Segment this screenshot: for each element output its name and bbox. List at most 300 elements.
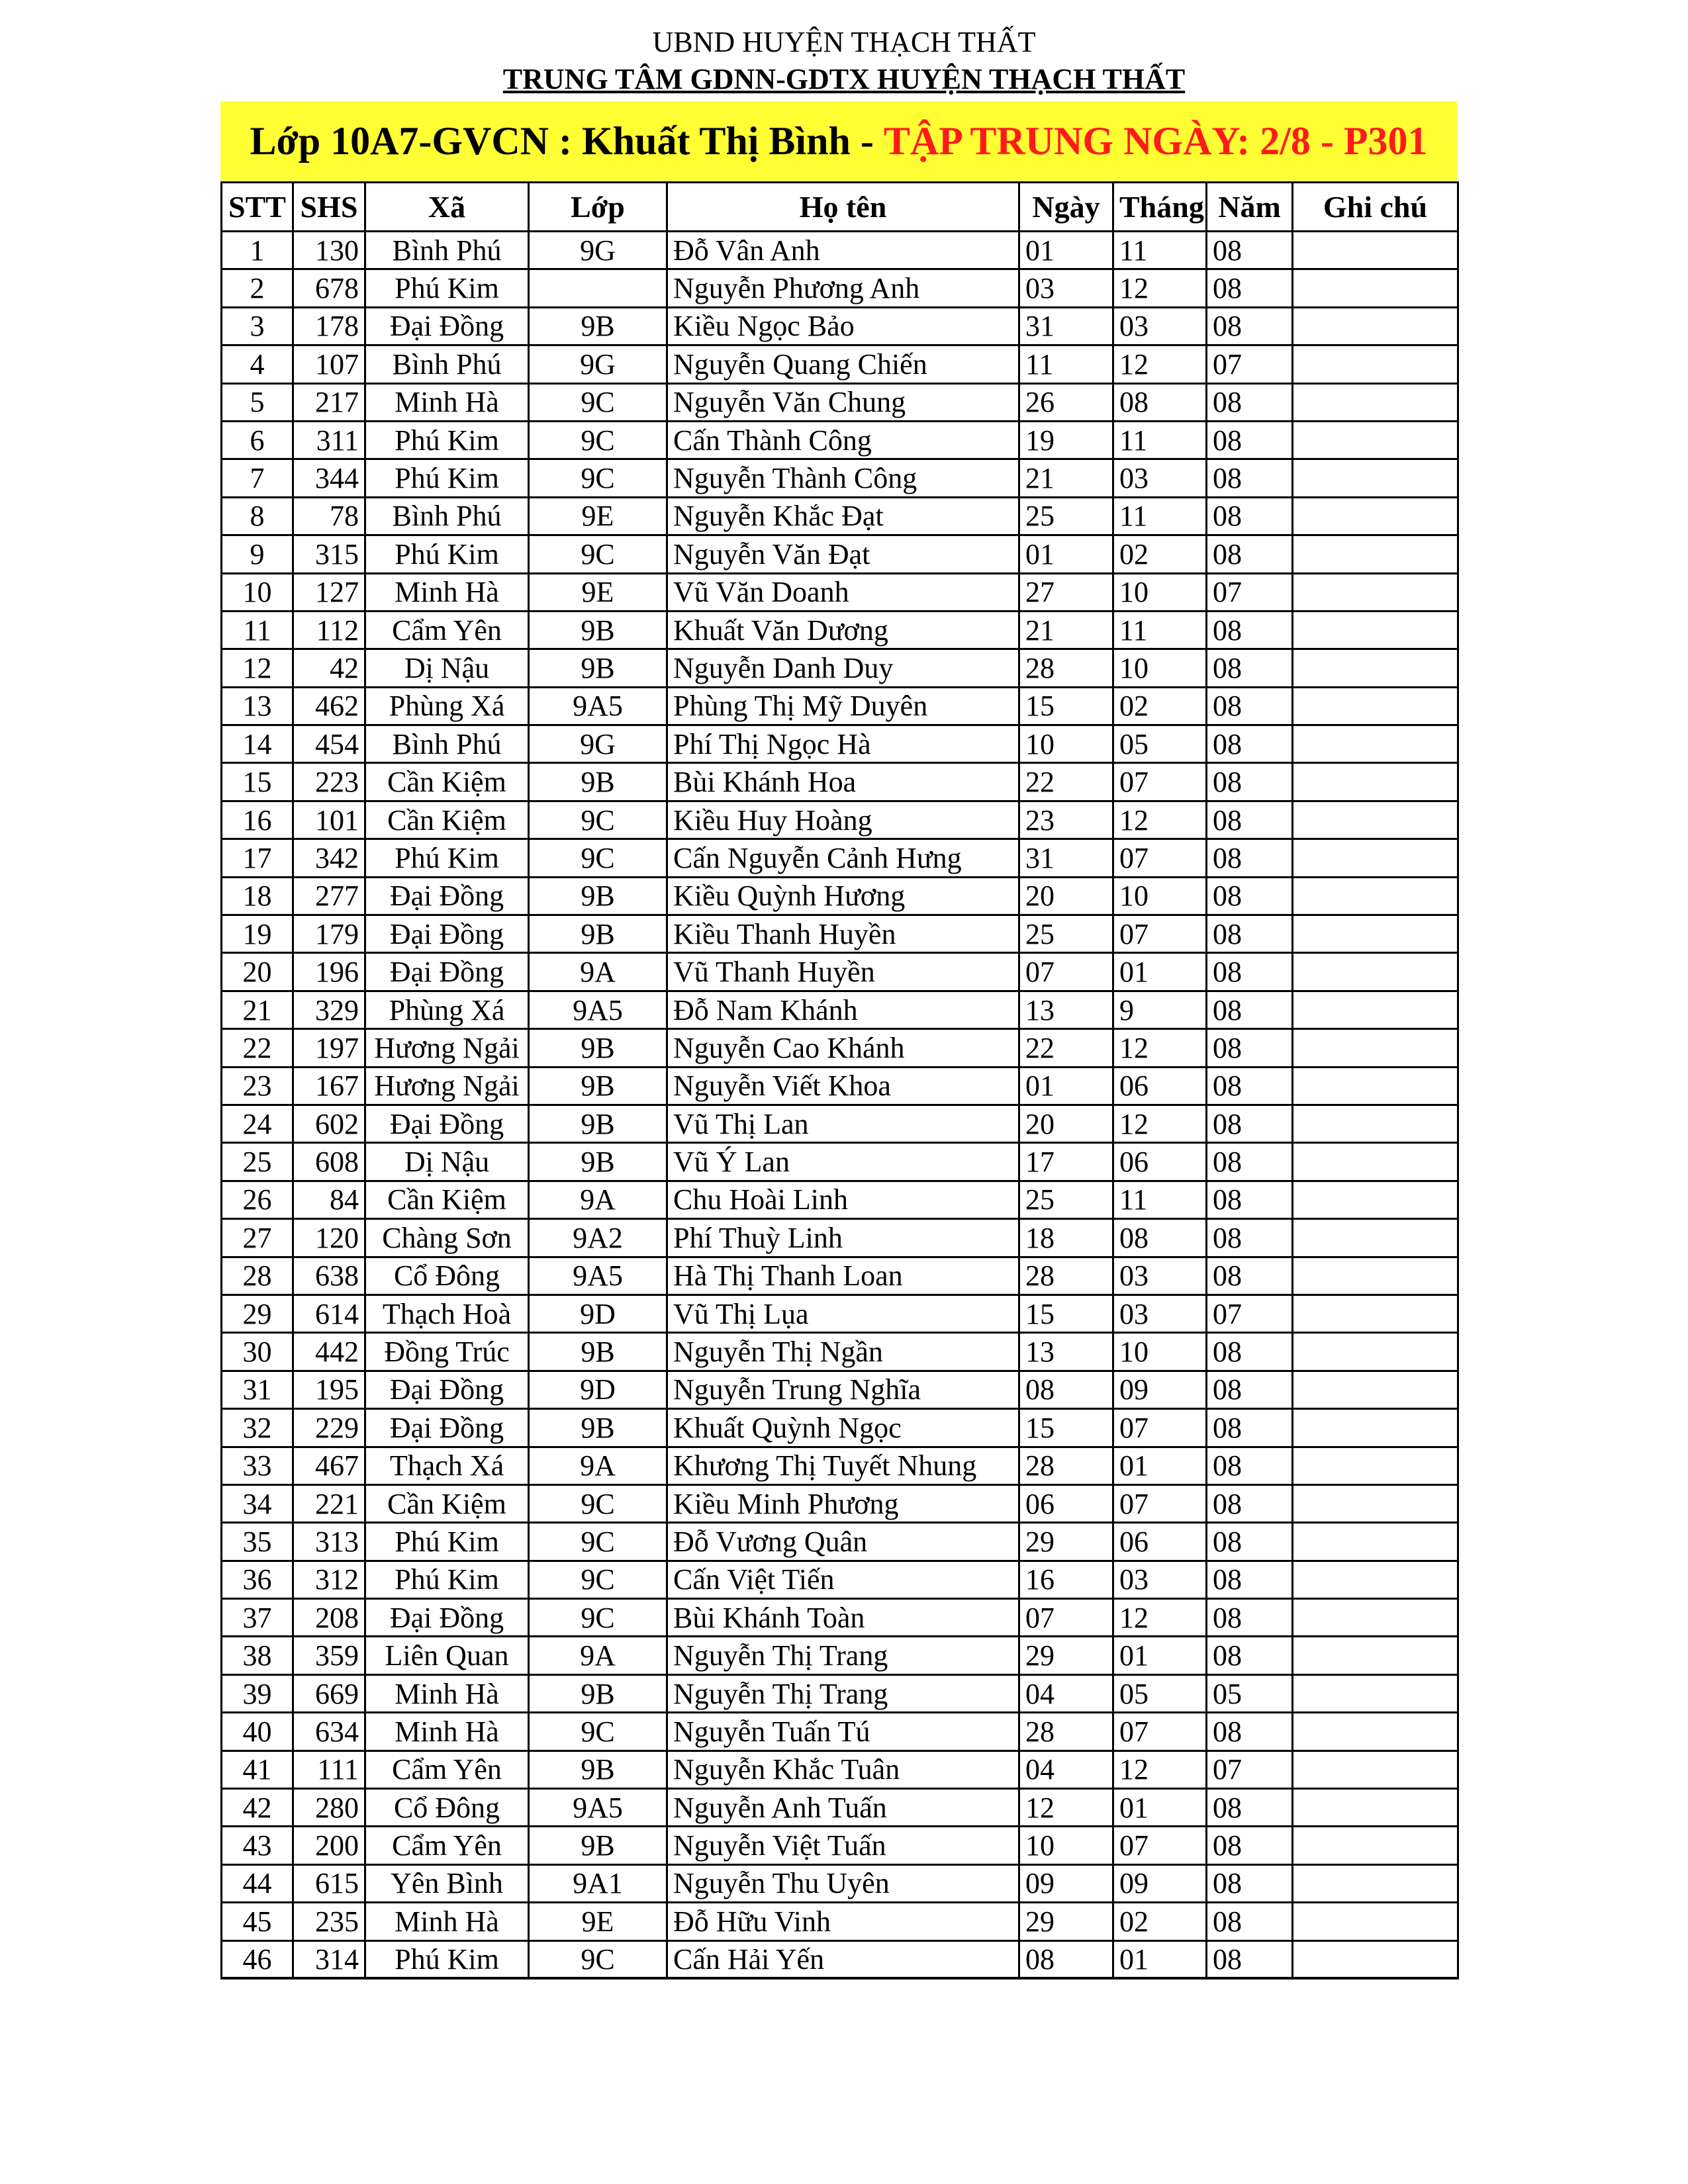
cell-thang: 02 bbox=[1113, 1903, 1207, 1940]
table-row bbox=[222, 573, 1458, 611]
cell-thang: 01 bbox=[1113, 1637, 1207, 1674]
cell-ho-ten: Nguyễn Cao Khánh bbox=[667, 1029, 1019, 1067]
cell-stt: 29 bbox=[222, 1295, 293, 1332]
cell-ho-ten: Nguyễn Quang Chiến bbox=[667, 345, 1019, 383]
cell-lop: 9E bbox=[529, 1903, 667, 1940]
cell-shs: 634 bbox=[293, 1713, 365, 1751]
cell-ho-ten: Cấn Hải Yến bbox=[667, 1940, 1019, 1978]
cell-nam: 08 bbox=[1207, 421, 1293, 459]
cell-ngay: 21 bbox=[1019, 611, 1113, 649]
cell-nam: 08 bbox=[1207, 1219, 1293, 1257]
cell-nam: 08 bbox=[1207, 1599, 1293, 1637]
cell-stt: 45 bbox=[222, 1903, 293, 1940]
cell-lop: 9A5 bbox=[529, 1789, 667, 1827]
cell-thang: 02 bbox=[1113, 687, 1207, 725]
table-row bbox=[222, 1333, 1458, 1371]
table-row bbox=[222, 1789, 1458, 1827]
cell-shs: 608 bbox=[293, 1143, 365, 1181]
cell-ghi-chu bbox=[1293, 1713, 1458, 1751]
cell-xa: Phú Kim bbox=[365, 421, 529, 459]
table-row bbox=[222, 421, 1458, 459]
cell-thang: 01 bbox=[1113, 1940, 1207, 1978]
cell-ngay: 25 bbox=[1019, 497, 1113, 535]
table-row bbox=[222, 383, 1458, 421]
cell-ghi-chu bbox=[1293, 1219, 1458, 1257]
cell-stt: 28 bbox=[222, 1257, 293, 1295]
cell-stt: 25 bbox=[222, 1143, 293, 1181]
cell-ghi-chu bbox=[1293, 573, 1458, 611]
cell-ngay: 18 bbox=[1019, 1219, 1113, 1257]
cell-nam: 05 bbox=[1207, 1674, 1293, 1712]
cell-thang: 05 bbox=[1113, 725, 1207, 763]
cell-ho-ten: Nguyễn Việt Tuấn bbox=[667, 1827, 1019, 1864]
cell-thang: 09 bbox=[1113, 1371, 1207, 1408]
cell-lop: 9C bbox=[529, 1599, 667, 1637]
cell-ngay: 28 bbox=[1019, 1447, 1113, 1484]
cell-shs: 615 bbox=[293, 1864, 365, 1902]
col-header-xa: Xã bbox=[365, 183, 529, 232]
cell-xa: Dị Nậu bbox=[365, 1143, 529, 1181]
cell-lop: 9G bbox=[529, 345, 667, 383]
cell-stt: 36 bbox=[222, 1561, 293, 1598]
cell-stt: 13 bbox=[222, 687, 293, 725]
cell-lop bbox=[529, 269, 667, 307]
cell-lop: 9G bbox=[529, 725, 667, 763]
cell-thang: 11 bbox=[1113, 232, 1207, 269]
cell-ho-ten: Bùi Khánh Toàn bbox=[667, 1599, 1019, 1637]
cell-nam: 08 bbox=[1207, 307, 1293, 345]
cell-nam: 08 bbox=[1207, 1864, 1293, 1902]
cell-xa: Đại Đồng bbox=[365, 1409, 529, 1447]
cell-shs: 467 bbox=[293, 1447, 365, 1484]
cell-lop: 9E bbox=[529, 497, 667, 535]
table-row bbox=[222, 725, 1458, 763]
table-row bbox=[222, 307, 1458, 345]
cell-shs: 179 bbox=[293, 915, 365, 953]
cell-lop: 9C bbox=[529, 1561, 667, 1598]
cell-thang: 01 bbox=[1113, 1789, 1207, 1827]
cell-ho-ten: Khương Thị Tuyết Nhung bbox=[667, 1447, 1019, 1484]
cell-nam: 08 bbox=[1207, 459, 1293, 497]
cell-lop: 9A bbox=[529, 953, 667, 991]
cell-ho-ten: Hà Thị Thanh Loan bbox=[667, 1257, 1019, 1295]
cell-xa: Cẩm Yên bbox=[365, 611, 529, 649]
table-row bbox=[222, 877, 1458, 915]
cell-ghi-chu bbox=[1293, 1561, 1458, 1598]
cell-nam: 08 bbox=[1207, 269, 1293, 307]
cell-shs: 167 bbox=[293, 1067, 365, 1105]
cell-ghi-chu bbox=[1293, 1637, 1458, 1674]
cell-stt: 9 bbox=[222, 535, 293, 573]
cell-xa: Phú Kim bbox=[365, 1523, 529, 1561]
cell-lop: 9C bbox=[529, 1484, 667, 1522]
cell-ghi-chu bbox=[1293, 1940, 1458, 1978]
cell-stt: 5 bbox=[222, 383, 293, 421]
cell-ho-ten: Kiều Minh Phương bbox=[667, 1484, 1019, 1522]
cell-shs: 344 bbox=[293, 459, 365, 497]
cell-shs: 329 bbox=[293, 991, 365, 1028]
cell-lop: 9B bbox=[529, 1333, 667, 1371]
cell-ho-ten: Đỗ Vân Anh bbox=[667, 232, 1019, 269]
table-row bbox=[222, 1713, 1458, 1751]
cell-ngay: 31 bbox=[1019, 839, 1113, 877]
cell-xa: Phú Kim bbox=[365, 1940, 529, 1978]
cell-ngay: 08 bbox=[1019, 1940, 1113, 1978]
cell-shs: 602 bbox=[293, 1105, 365, 1142]
cell-xa: Cần Kiệm bbox=[365, 763, 529, 801]
cell-thang: 11 bbox=[1113, 421, 1207, 459]
cell-lop: 9B bbox=[529, 1409, 667, 1447]
cell-xa: Liên Quan bbox=[365, 1637, 529, 1674]
cell-ngay: 09 bbox=[1019, 1864, 1113, 1902]
cell-lop: 9B bbox=[529, 1751, 667, 1788]
cell-thang: 07 bbox=[1113, 839, 1207, 877]
cell-xa: Minh Hà bbox=[365, 383, 529, 421]
cell-ngay: 26 bbox=[1019, 383, 1113, 421]
cell-ghi-chu bbox=[1293, 421, 1458, 459]
cell-ho-ten: Vũ Văn Doanh bbox=[667, 573, 1019, 611]
cell-ghi-chu bbox=[1293, 1484, 1458, 1522]
cell-ghi-chu bbox=[1293, 345, 1458, 383]
cell-ghi-chu bbox=[1293, 915, 1458, 953]
cell-lop: 9A bbox=[529, 1447, 667, 1484]
col-header-ghi-chu: Ghi chú bbox=[1293, 183, 1458, 232]
cell-xa: Cần Kiệm bbox=[365, 1181, 529, 1218]
cell-ho-ten: Cấn Thành Công bbox=[667, 421, 1019, 459]
cell-shs: 277 bbox=[293, 877, 365, 915]
cell-ho-ten: Nguyễn Tuấn Tú bbox=[667, 1713, 1019, 1751]
cell-ho-ten: Vũ Thanh Huyền bbox=[667, 953, 1019, 991]
table-row bbox=[222, 649, 1458, 687]
cell-ngay: 25 bbox=[1019, 915, 1113, 953]
cell-xa: Đại Đồng bbox=[365, 1105, 529, 1142]
cell-nam: 08 bbox=[1207, 725, 1293, 763]
cell-thang: 01 bbox=[1113, 1447, 1207, 1484]
cell-thang: 12 bbox=[1113, 1105, 1207, 1142]
cell-thang: 9 bbox=[1113, 991, 1207, 1028]
cell-thang: 06 bbox=[1113, 1523, 1207, 1561]
cell-ho-ten: Nguyễn Thị Ngần bbox=[667, 1333, 1019, 1371]
cell-shs: 101 bbox=[293, 801, 365, 839]
col-header-stt: STT bbox=[222, 183, 293, 232]
cell-lop: 9C bbox=[529, 1713, 667, 1751]
cell-stt: 39 bbox=[222, 1674, 293, 1712]
cell-lop: 9C bbox=[529, 801, 667, 839]
cell-stt: 31 bbox=[222, 1371, 293, 1408]
cell-lop: 9C bbox=[529, 459, 667, 497]
cell-xa: Thạch Xá bbox=[365, 1447, 529, 1484]
header-center-name-text: TRUNG TÂM GDNN-GDTX HUYỆN THẠCH THẤT bbox=[502, 63, 1186, 95]
cell-ngay: 28 bbox=[1019, 649, 1113, 687]
cell-nam: 08 bbox=[1207, 801, 1293, 839]
cell-shs: 208 bbox=[293, 1599, 365, 1637]
cell-thang: 06 bbox=[1113, 1143, 1207, 1181]
cell-ghi-chu bbox=[1293, 725, 1458, 763]
cell-shs: 223 bbox=[293, 763, 365, 801]
cell-stt: 22 bbox=[222, 1029, 293, 1067]
cell-stt: 37 bbox=[222, 1599, 293, 1637]
cell-nam: 08 bbox=[1207, 1484, 1293, 1522]
cell-shs: 638 bbox=[293, 1257, 365, 1295]
cell-shs: 127 bbox=[293, 573, 365, 611]
table-row bbox=[222, 1827, 1458, 1864]
cell-ho-ten: Nguyễn Thành Công bbox=[667, 459, 1019, 497]
cell-xa: Đại Đồng bbox=[365, 307, 529, 345]
cell-nam: 08 bbox=[1207, 1713, 1293, 1751]
table-row bbox=[222, 953, 1458, 991]
cell-xa: Thạch Hoà bbox=[365, 1295, 529, 1332]
table-row bbox=[222, 1751, 1458, 1788]
cell-ho-ten: Nguyễn Anh Tuấn bbox=[667, 1789, 1019, 1827]
cell-thang: 11 bbox=[1113, 497, 1207, 535]
cell-nam: 08 bbox=[1207, 1637, 1293, 1674]
cell-ho-ten: Cấn Nguyễn Cảnh Hưng bbox=[667, 839, 1019, 877]
cell-stt: 7 bbox=[222, 459, 293, 497]
cell-lop: 9B bbox=[529, 307, 667, 345]
cell-xa: Cần Kiệm bbox=[365, 1484, 529, 1522]
cell-ngay: 01 bbox=[1019, 1067, 1113, 1105]
cell-nam: 08 bbox=[1207, 1409, 1293, 1447]
cell-xa: Cổ Đông bbox=[365, 1789, 529, 1827]
cell-lop: 9B bbox=[529, 611, 667, 649]
cell-thang: 10 bbox=[1113, 1333, 1207, 1371]
cell-lop: 9C bbox=[529, 839, 667, 877]
cell-shs: 311 bbox=[293, 421, 365, 459]
cell-ghi-chu bbox=[1293, 1257, 1458, 1295]
cell-stt: 8 bbox=[222, 497, 293, 535]
cell-thang: 07 bbox=[1113, 1484, 1207, 1522]
cell-lop: 9A1 bbox=[529, 1864, 667, 1902]
cell-stt: 33 bbox=[222, 1447, 293, 1484]
cell-ho-ten: Đỗ Vương Quân bbox=[667, 1523, 1019, 1561]
cell-ngay: 13 bbox=[1019, 1333, 1113, 1371]
cell-thang: 09 bbox=[1113, 1864, 1207, 1902]
cell-ho-ten: Cấn Việt Tiến bbox=[667, 1561, 1019, 1598]
cell-stt: 6 bbox=[222, 421, 293, 459]
table-row bbox=[222, 1523, 1458, 1561]
cell-xa: Đại Đồng bbox=[365, 1371, 529, 1408]
cell-ghi-chu bbox=[1293, 1864, 1458, 1902]
cell-lop: 9D bbox=[529, 1371, 667, 1408]
col-header-ho-ten: Họ tên bbox=[667, 183, 1019, 232]
cell-thang: 10 bbox=[1113, 573, 1207, 611]
cell-xa: Cẩm Yên bbox=[365, 1827, 529, 1864]
cell-ngay: 17 bbox=[1019, 1143, 1113, 1181]
cell-ho-ten: Vũ Ý Lan bbox=[667, 1143, 1019, 1181]
cell-thang: 07 bbox=[1113, 915, 1207, 953]
cell-xa: Cổ Đông bbox=[365, 1257, 529, 1295]
cell-stt: 35 bbox=[222, 1523, 293, 1561]
cell-ghi-chu bbox=[1293, 953, 1458, 991]
cell-ghi-chu bbox=[1293, 1903, 1458, 1940]
table-row bbox=[222, 1029, 1458, 1067]
cell-xa: Đại Đồng bbox=[365, 915, 529, 953]
cell-thang: 03 bbox=[1113, 1257, 1207, 1295]
cell-stt: 30 bbox=[222, 1333, 293, 1371]
cell-thang: 07 bbox=[1113, 763, 1207, 801]
cell-ghi-chu bbox=[1293, 232, 1458, 269]
cell-shs: 112 bbox=[293, 611, 365, 649]
table-row bbox=[222, 269, 1458, 307]
cell-nam: 08 bbox=[1207, 1789, 1293, 1827]
cell-ngay: 29 bbox=[1019, 1903, 1113, 1940]
cell-thang: 02 bbox=[1113, 535, 1207, 573]
cell-ghi-chu bbox=[1293, 1181, 1458, 1218]
cell-nam: 08 bbox=[1207, 383, 1293, 421]
header-authority: UBND HUYỆN THẠCH THẤT bbox=[652, 26, 1036, 58]
cell-nam: 08 bbox=[1207, 877, 1293, 915]
cell-ghi-chu bbox=[1293, 307, 1458, 345]
cell-nam: 08 bbox=[1207, 611, 1293, 649]
cell-stt: 2 bbox=[222, 269, 293, 307]
table-row bbox=[222, 1067, 1458, 1105]
cell-stt: 11 bbox=[222, 611, 293, 649]
cell-ho-ten: Phí Thị Ngọc Hà bbox=[667, 725, 1019, 763]
cell-ghi-chu bbox=[1293, 383, 1458, 421]
cell-thang: 12 bbox=[1113, 345, 1207, 383]
cell-ghi-chu bbox=[1293, 1295, 1458, 1332]
cell-lop: 9A5 bbox=[529, 991, 667, 1028]
table-row bbox=[222, 1257, 1458, 1295]
cell-nam: 08 bbox=[1207, 1105, 1293, 1142]
cell-ho-ten: Vũ Thị Lụa bbox=[667, 1295, 1019, 1332]
cell-ngay: 28 bbox=[1019, 1257, 1113, 1295]
cell-shs: 111 bbox=[293, 1751, 365, 1788]
cell-thang: 03 bbox=[1113, 307, 1207, 345]
cell-ho-ten: Nguyễn Trung Nghĩa bbox=[667, 1371, 1019, 1408]
cell-ghi-chu bbox=[1293, 1751, 1458, 1788]
cell-stt: 34 bbox=[222, 1484, 293, 1522]
cell-shs: 315 bbox=[293, 535, 365, 573]
cell-nam: 08 bbox=[1207, 1447, 1293, 1484]
cell-stt: 12 bbox=[222, 649, 293, 687]
cell-shs: 454 bbox=[293, 725, 365, 763]
cell-stt: 27 bbox=[222, 1219, 293, 1257]
cell-lop: 9A5 bbox=[529, 1257, 667, 1295]
cell-nam: 08 bbox=[1207, 1143, 1293, 1181]
cell-nam: 08 bbox=[1207, 1029, 1293, 1067]
col-header-lop: Lớp bbox=[529, 183, 667, 232]
table-row bbox=[222, 1295, 1458, 1332]
cell-xa: Minh Hà bbox=[365, 1713, 529, 1751]
cell-xa: Dị Nậu bbox=[365, 649, 529, 687]
cell-thang: 07 bbox=[1113, 1713, 1207, 1751]
table-row bbox=[222, 232, 1458, 269]
table-row bbox=[222, 1599, 1458, 1637]
col-header-shs: SHS bbox=[293, 183, 365, 232]
cell-shs: 313 bbox=[293, 1523, 365, 1561]
cell-ngay: 15 bbox=[1019, 1295, 1113, 1332]
table-row bbox=[222, 1143, 1458, 1181]
cell-xa: Đại Đồng bbox=[365, 877, 529, 915]
cell-nam: 08 bbox=[1207, 687, 1293, 725]
cell-ho-ten: Nguyễn Thị Trang bbox=[667, 1674, 1019, 1712]
cell-ngay: 28 bbox=[1019, 1713, 1113, 1751]
cell-ngay: 07 bbox=[1019, 953, 1113, 991]
cell-thang: 03 bbox=[1113, 1561, 1207, 1598]
cell-shs: 120 bbox=[293, 1219, 365, 1257]
cell-lop: 9A bbox=[529, 1181, 667, 1218]
cell-ngay: 16 bbox=[1019, 1561, 1113, 1598]
cell-ngay: 25 bbox=[1019, 1181, 1113, 1218]
cell-xa: Phùng Xá bbox=[365, 991, 529, 1028]
table-row bbox=[222, 1940, 1458, 1978]
table-row bbox=[222, 1219, 1458, 1257]
cell-ghi-chu bbox=[1293, 1827, 1458, 1864]
cell-thang: 03 bbox=[1113, 459, 1207, 497]
cell-ho-ten: Nguyễn Khắc Đạt bbox=[667, 497, 1019, 535]
cell-ghi-chu bbox=[1293, 1105, 1458, 1142]
cell-ngay: 15 bbox=[1019, 687, 1113, 725]
cell-stt: 21 bbox=[222, 991, 293, 1028]
cell-ghi-chu bbox=[1293, 687, 1458, 725]
cell-thang: 12 bbox=[1113, 1599, 1207, 1637]
cell-ho-ten: Nguyễn Văn Chung bbox=[667, 383, 1019, 421]
cell-xa: Minh Hà bbox=[365, 1674, 529, 1712]
cell-ngay: 01 bbox=[1019, 232, 1113, 269]
cell-thang: 12 bbox=[1113, 1029, 1207, 1067]
cell-ghi-chu bbox=[1293, 535, 1458, 573]
table-row bbox=[222, 1409, 1458, 1447]
cell-nam: 08 bbox=[1207, 991, 1293, 1028]
cell-xa: Bình Phú bbox=[365, 497, 529, 535]
cell-nam: 07 bbox=[1207, 1295, 1293, 1332]
cell-lop: 9B bbox=[529, 1105, 667, 1142]
cell-ghi-chu bbox=[1293, 497, 1458, 535]
cell-lop: 9B bbox=[529, 1827, 667, 1864]
cell-ho-ten: Phùng Thị Mỹ Duyên bbox=[667, 687, 1019, 725]
cell-stt: 17 bbox=[222, 839, 293, 877]
banner-class-text: Lớp 10A7-GVCN : Khuất Thị Bình - bbox=[250, 118, 874, 163]
cell-nam: 08 bbox=[1207, 649, 1293, 687]
cell-nam: 08 bbox=[1207, 1067, 1293, 1105]
cell-ghi-chu bbox=[1293, 801, 1458, 839]
cell-ghi-chu bbox=[1293, 1409, 1458, 1447]
cell-ghi-chu bbox=[1293, 839, 1458, 877]
student-table bbox=[220, 181, 1459, 1979]
cell-lop: 9C bbox=[529, 383, 667, 421]
cell-thang: 06 bbox=[1113, 1067, 1207, 1105]
cell-ghi-chu bbox=[1293, 1789, 1458, 1827]
cell-ngay: 10 bbox=[1019, 1827, 1113, 1864]
cell-ngay: 07 bbox=[1019, 1599, 1113, 1637]
cell-lop: 9B bbox=[529, 1029, 667, 1067]
cell-shs: 462 bbox=[293, 687, 365, 725]
cell-shs: 312 bbox=[293, 1561, 365, 1598]
cell-ngay: 22 bbox=[1019, 1029, 1113, 1067]
table-row bbox=[222, 1561, 1458, 1598]
cell-shs: 442 bbox=[293, 1333, 365, 1371]
cell-shs: 196 bbox=[293, 953, 365, 991]
class-banner bbox=[220, 101, 1457, 181]
cell-ho-ten: Kiều Ngọc Bảo bbox=[667, 307, 1019, 345]
cell-stt: 32 bbox=[222, 1409, 293, 1447]
cell-nam: 08 bbox=[1207, 497, 1293, 535]
table-row bbox=[222, 1637, 1458, 1674]
cell-ngay: 08 bbox=[1019, 1371, 1113, 1408]
cell-nam: 07 bbox=[1207, 345, 1293, 383]
cell-stt: 23 bbox=[222, 1067, 293, 1105]
cell-nam: 08 bbox=[1207, 839, 1293, 877]
cell-shs: 280 bbox=[293, 1789, 365, 1827]
cell-ngay: 27 bbox=[1019, 573, 1113, 611]
cell-stt: 19 bbox=[222, 915, 293, 953]
table-row bbox=[222, 1864, 1458, 1902]
cell-xa: Đại Đồng bbox=[365, 1599, 529, 1637]
cell-shs: 229 bbox=[293, 1409, 365, 1447]
cell-ghi-chu bbox=[1293, 649, 1458, 687]
cell-xa: Cẩm Yên bbox=[365, 1751, 529, 1788]
